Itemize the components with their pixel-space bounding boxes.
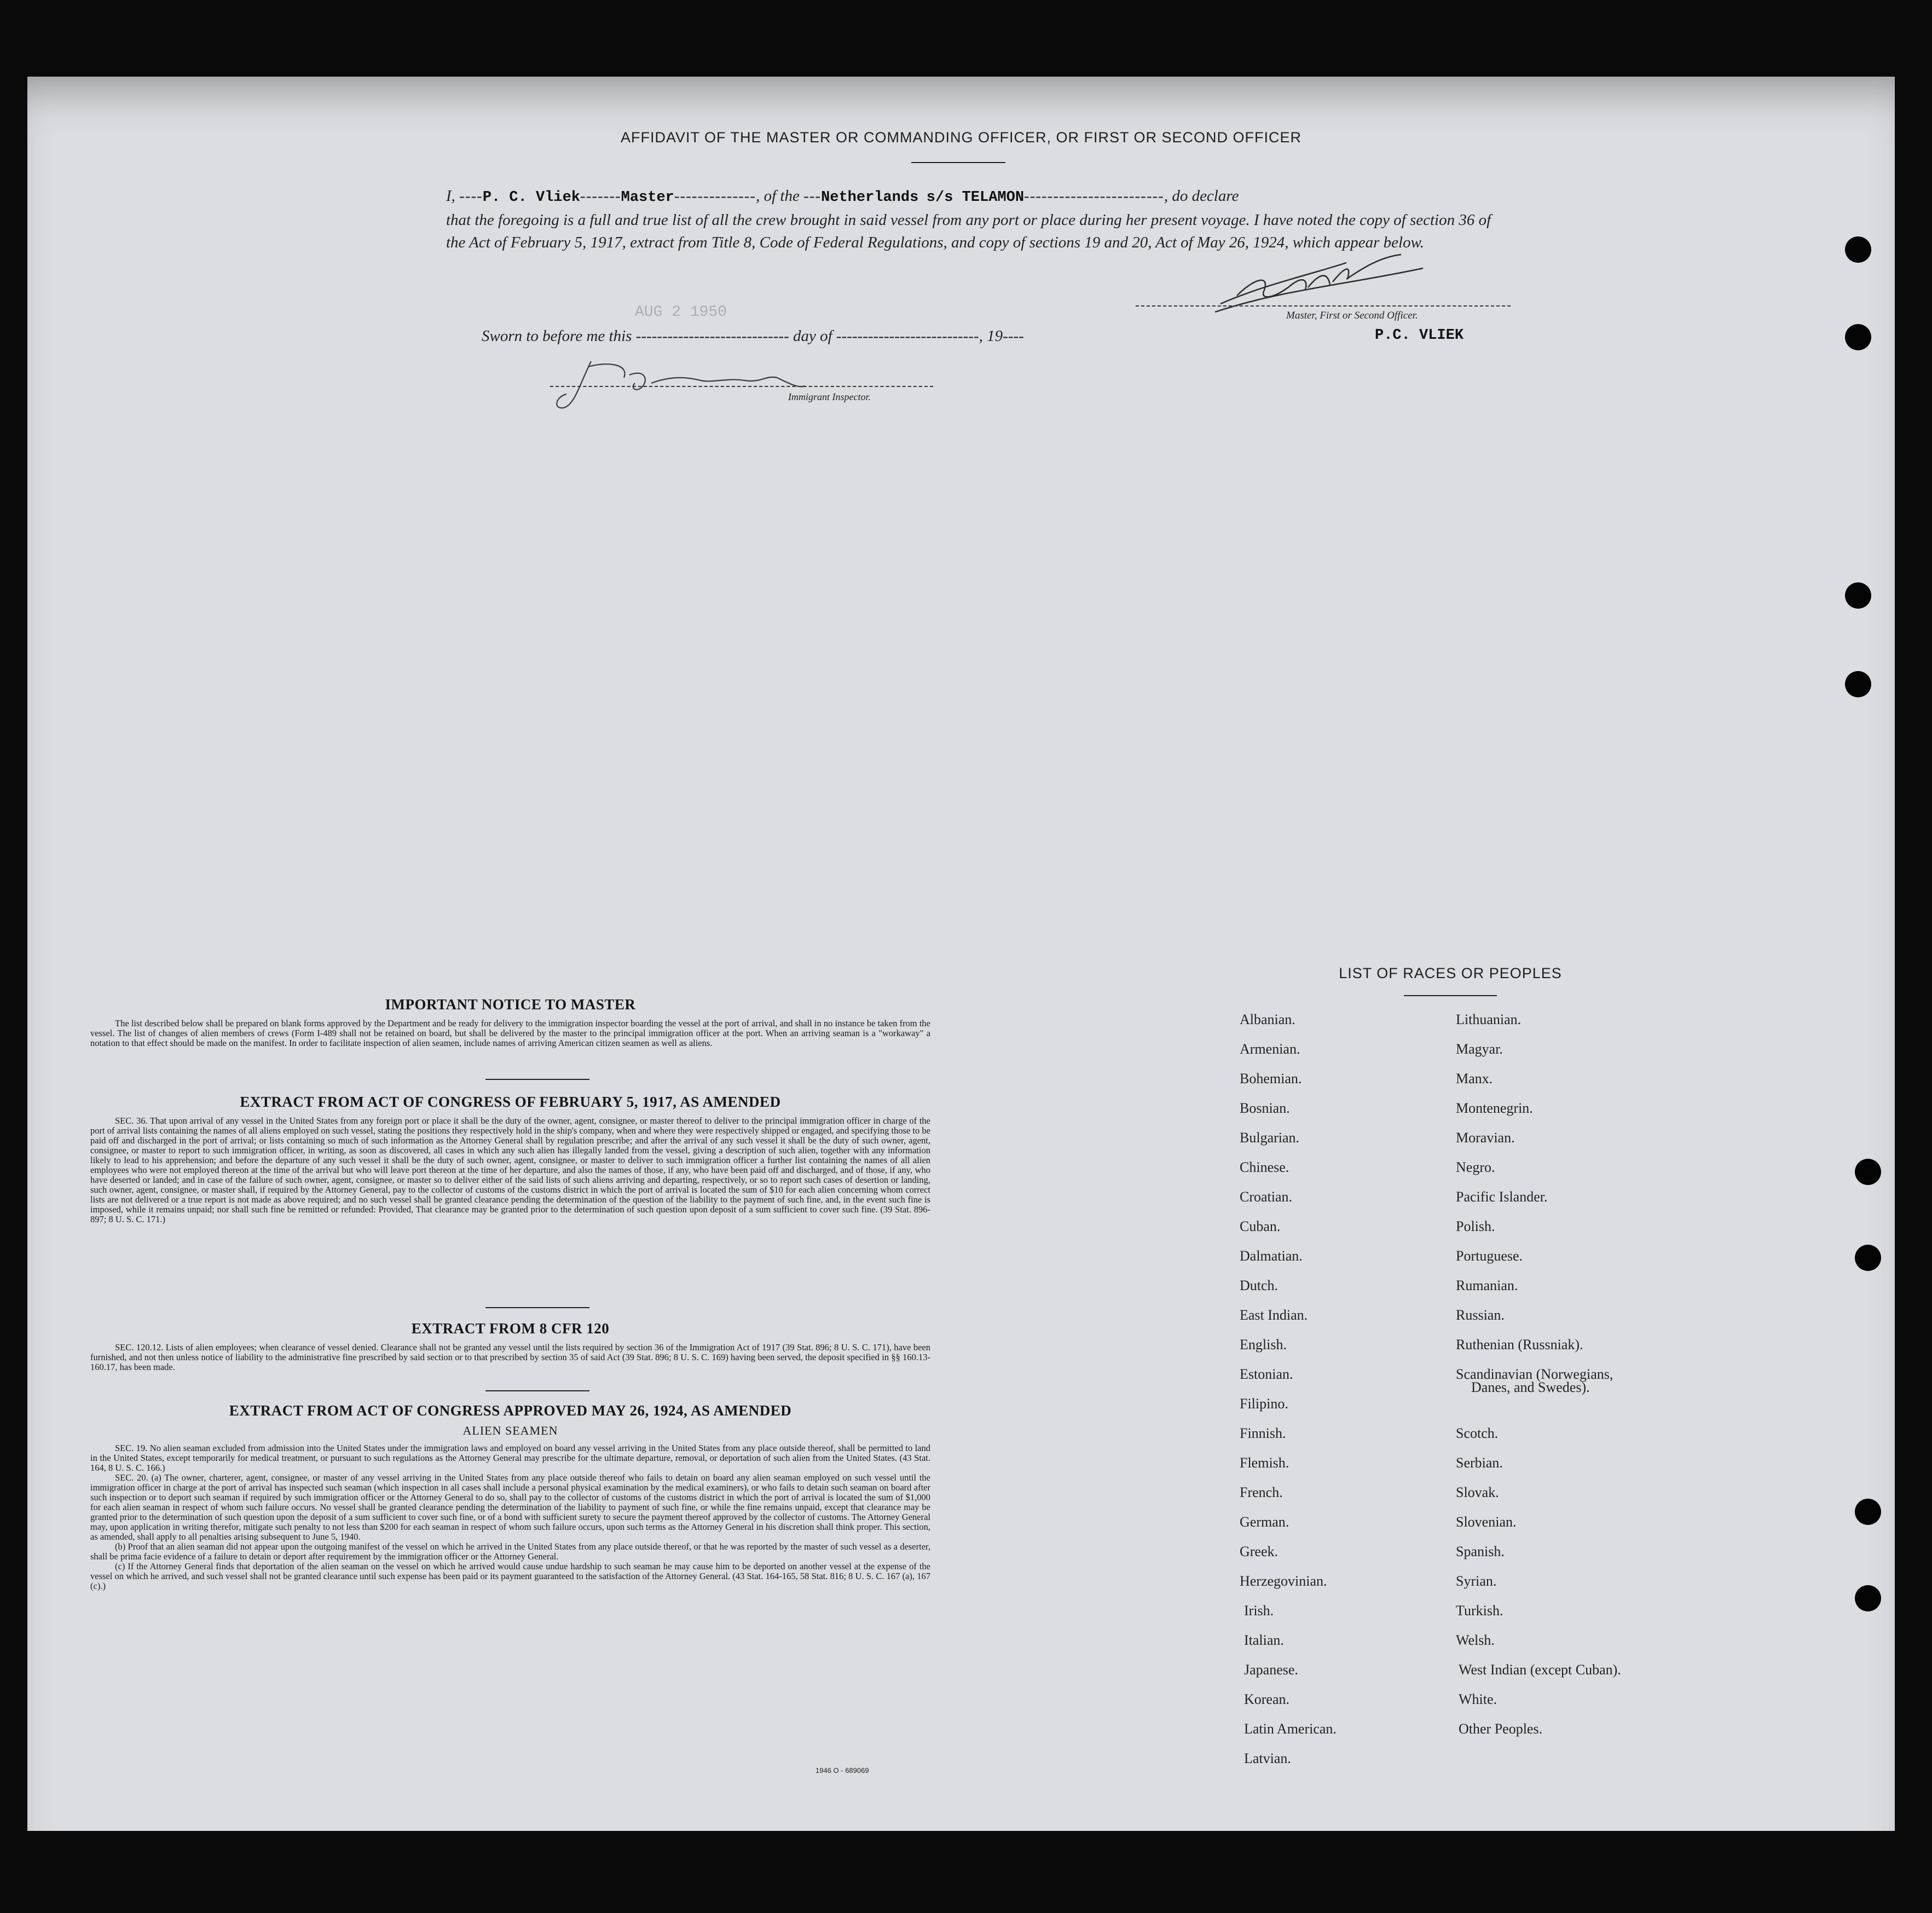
race-item: Chinese. bbox=[1240, 1159, 1289, 1175]
race-item: Korean. bbox=[1244, 1691, 1290, 1707]
race-item: Moravian. bbox=[1456, 1130, 1515, 1146]
extract-1924-sec20b: (b) Proof that an alien seaman did not appear upon the outgoing manifest of the vessel on which he arrived in the United States from any place outside thereof, or that he was reported by the master of such vessel as a deserter, shall be prima facie evidence of a failure to detain or deport after requirement by the immigration officer or the Attorney General. bbox=[90, 1541, 930, 1562]
cfr120-divider bbox=[485, 1390, 589, 1391]
of-the-text: , of the bbox=[756, 187, 800, 205]
race-item: German. bbox=[1240, 1514, 1289, 1530]
notice-title: IMPORTANT NOTICE TO MASTER bbox=[385, 996, 636, 1013]
vessel-typed: s/s TELAMON bbox=[926, 189, 1025, 206]
race-item: Danes, and Swedes). bbox=[1471, 1379, 1590, 1395]
race-item: Serbian. bbox=[1456, 1455, 1503, 1471]
race-item: Greek. bbox=[1240, 1544, 1279, 1559]
race-item: Welsh. bbox=[1456, 1632, 1495, 1648]
print-code: 1946 O - 689069 bbox=[815, 1766, 869, 1775]
master-caption: Master, First or Second Officer. bbox=[1286, 310, 1418, 321]
race-item: Japanese. bbox=[1244, 1662, 1298, 1678]
race-item: Finnish. bbox=[1240, 1425, 1286, 1441]
declaration bbox=[446, 185, 1513, 254]
extract-1924 bbox=[90, 1402, 930, 1591]
race-item: Italian. bbox=[1244, 1632, 1284, 1648]
extract-1924-title: EXTRACT FROM ACT OF CONGRESS APPROVED MAY 26, 1924, AS AMENDED bbox=[229, 1402, 792, 1419]
inspector-caption: Immigrant Inspector. bbox=[788, 391, 871, 402]
race-item: Dalmatian. bbox=[1240, 1248, 1303, 1264]
punch-hole bbox=[1845, 236, 1871, 263]
cfr120-body: SEC. 120.12. Lists of alien employees; when clearance of vessel denied. Clearance shall not be granted any vessel until the lists required by section 36 of the Immigration Act of 1917 (39 Stat. 896; 8 U. S. C. 171), have been furnished, and not then unless notice of liability to the administrative fine prescribed by said section or to that prescribed by section 35 of said Act (39 Stat. 896; 8 U. S. C. 169) having been served, the deposit specified in §§ 160.13-160.17, has been made. bbox=[90, 1342, 930, 1372]
race-item: Herzegovinian. bbox=[1240, 1573, 1327, 1589]
race-item: Ruthenian (Russniak). bbox=[1456, 1337, 1583, 1353]
race-item: Manx. bbox=[1456, 1071, 1493, 1086]
race-item: Spanish. bbox=[1456, 1544, 1505, 1559]
extract-1917 bbox=[90, 1094, 930, 1224]
extract-1917-body: SEC. 36. That upon arrival of any vessel in the United States from any foreign port or place it shall be the duty of the owner, agent, consignee, or master thereof to deliver to the principal immigration officer in charge of the port of arrival lists containing the names of all aliens employed on such vessel, stating the positions they respectively hold in the ship's company, when and where they were respectively shipped or engaged, and specifying those to be paid off and discharged in the port of arrival; or lists containing so much of such information as the Attorney General shall by regulation prescribe; and after the arrival of any such vessel it shall be the duty of such owner, agent, consignee, or master to report to such immigration officer, in writing, as soon as discovered, all cases in which any such alien has illegally landed from the vessel, giving a description of such alien, together with any information likely to lead to his apprehension; and before the departure of any such vessel it shall be the duty of such owner, agent, consignee, or master to deliver to such immigration officer a further list containing the names of all alien employees who were not employed thereon at the time of the arrival but who will leave port thereon at the time of her departure, and also the names of those, if any, who have been paid off and discharged, and of those, if any, who have deserted or landed; and in case of the failure of such owner, agent, consignee, or master so to deliver either of the said lists of such aliens arriving and departing, respectively, or so to report such cases of desertion or landing, such owner, agent, consignee, or master shall, if required by the Attorney General, pay to the collector of customs of the customs district in which the port of arrival is located the sum of $10 for each alien concerning whom correct lists are not delivered or a true report is not made as above required; and no such vessel shall be granted clearance pending the determination of the question of the liability to the payment of such fine, and, in the event such fine is imposed, while it remains unpaid; nor shall such fine be remitted or refunded: Provided, That clearance may be granted prior to the determination of such question upon deposit of a sum sufficient to cover such fine. (39 Stat. 896-897; 8 U. S. C. 171.) bbox=[90, 1116, 930, 1224]
extract-1924-sec20a: SEC. 20. (a) The owner, charterer, agent, consignee, or master of any vessel arriving in the United States from any place outside thereof who fails to detain on board any alien seaman employed on such vessel until the immigration officer in charge at the port of arrival has inspected such seaman (which inspection in all cases shall include a personal physical examination by the medical examiners), or who fails to detain such seaman on board after such inspection or to deport such seaman if required by such immigration officer or the Attorney General to do so, shall pay to the collector of customs of the customs district in which the port of arrival is located the sum of $1,000 for each alien seaman in respect of whom such failure occurs. No vessel shall be granted clearance pending the determination of the liability to payment of such fine, or while the fine remains unpaid, except that clearance may be granted prior to the determination of such question upon the deposit of a sum sufficient to cover such fine, or of a bond with sufficient surety to secure the payment thereof approved by the collector of customs. The Attorney General may, upon application in writing therefor, mitigate such penalty to not less than $200 for each seaman in respect of whom such failure occurs, upon such terms as the Attorney General in his discretion shall think proper. This section, as amended, shall apply to all penalties arising subsequent to June 5, 1940. bbox=[90, 1472, 930, 1542]
title-divider bbox=[911, 162, 1005, 163]
race-item: Lithuanian. bbox=[1456, 1012, 1522, 1027]
race-item: Other Peoples. bbox=[1459, 1721, 1543, 1737]
races-divider bbox=[1404, 995, 1497, 996]
race-item: West Indian (except Cuban). bbox=[1459, 1662, 1621, 1678]
declaration-line: I, ----P. C. Vliek-------Master--------------, of the ---Netherlands s/s TELAMON------------------------, do declare bbox=[446, 187, 1239, 206]
race-item: Scandinavian (Norwegians, bbox=[1456, 1366, 1613, 1382]
race-item: Armenian. bbox=[1240, 1041, 1300, 1057]
race-item: Latvian. bbox=[1244, 1750, 1291, 1766]
race-item: French. bbox=[1240, 1484, 1283, 1500]
date-stamp: AUG 2 1950 bbox=[635, 304, 727, 321]
extract-1924-sec20c: (c) If the Attorney General finds that deportation of the alien seaman on the vessel on which he arrived would cause undue hardship to such seaman he may cause him to be deported on another vessel at the expense of the vessel on which he arrived, and such vessel shall not be granted clearance until such expense has been paid or its payment guaranteed to the satisfaction of the Attorney General. (43 Stat. 164-165, 58 Stat. 816; 8 U. S. C. 167 (a), 167 (c).) bbox=[90, 1561, 930, 1591]
day-of-text: day of bbox=[793, 327, 832, 345]
race-item: Bulgarian. bbox=[1240, 1130, 1300, 1146]
master-typed-signature: P.C. VLIEK bbox=[1375, 327, 1464, 344]
punch-hole bbox=[1845, 671, 1871, 697]
extract-1917-title: EXTRACT FROM ACT OF CONGRESS OF FEBRUARY 5, 1917, AS AMENDED bbox=[240, 1094, 781, 1110]
document-page bbox=[27, 77, 1895, 1831]
race-item: Portuguese. bbox=[1456, 1248, 1523, 1264]
punch-hole bbox=[1855, 1245, 1881, 1271]
race-item: Cuban. bbox=[1240, 1218, 1281, 1234]
race-item: Albanian. bbox=[1240, 1012, 1295, 1027]
declaration-prefix: I, bbox=[446, 187, 455, 205]
sworn-text: Sworn to before me this bbox=[482, 327, 632, 345]
race-item: White. bbox=[1459, 1691, 1497, 1707]
notice-divider bbox=[485, 1079, 589, 1080]
nationality-typed: Netherlands bbox=[821, 189, 919, 206]
race-item: Croatian. bbox=[1240, 1189, 1293, 1205]
punch-hole bbox=[1845, 582, 1871, 609]
punch-hole bbox=[1855, 1499, 1881, 1525]
race-item: Bosnian. bbox=[1240, 1100, 1290, 1116]
race-item: Pacific Islander. bbox=[1456, 1189, 1548, 1205]
do-declare-text: , do declare bbox=[1164, 187, 1239, 205]
race-item: Negro. bbox=[1456, 1159, 1495, 1175]
extract-1917-divider bbox=[485, 1307, 589, 1308]
race-item: Turkish. bbox=[1456, 1603, 1503, 1619]
master-signature-line bbox=[1136, 305, 1511, 307]
race-item: Rumanian. bbox=[1456, 1278, 1518, 1293]
race-item: English. bbox=[1240, 1337, 1287, 1353]
punch-hole bbox=[1855, 1159, 1881, 1185]
notice-body: The list described below shall be prepared on blank forms approved by the Department and be ready for delivery to the immigration inspector boarding the vessel at the port of arrival, and shall in no instance be taken from the vessel. The list of changes of alien members of crews (Form I-489 shall not be retained on board, but shall be delivered by the master to the principal immigration officer at the port. When an arriving seaman is a "workaway" a notation to that effect should be made on the manifest. In order to facilitate inspection of alien seamen, include names of arriving American citizen seamen as well as aliens. bbox=[90, 1018, 930, 1048]
race-item: Dutch. bbox=[1240, 1278, 1279, 1293]
master-signature bbox=[1204, 246, 1439, 317]
extract-1924-subtitle: ALIEN SEAMEN bbox=[462, 1424, 558, 1437]
race-item: Syrian. bbox=[1456, 1573, 1497, 1589]
race-item: Estonian. bbox=[1240, 1366, 1293, 1382]
extract-1924-sec19: SEC. 19. No alien seaman excluded from admission into the United States under the immigration laws and employed on board any vessel arriving in the United States from any place outside thereof, shall be permitted to land in the United States, except temporarily for medical treatment, or pursuant to such regulations as the Attorney General may prescribe for the ultimate departure, removal, or deportation of such alien from the United States. (43 Stat. 164, 8 U. S. C. 166.) bbox=[90, 1443, 930, 1473]
race-item: Magyar. bbox=[1456, 1041, 1503, 1057]
race-item: Filipino. bbox=[1240, 1396, 1288, 1412]
race-item: Bohemian. bbox=[1240, 1071, 1302, 1086]
race-item: Slovak. bbox=[1456, 1484, 1499, 1500]
sworn-line: Sworn to before me this ----------------------------- day of ---------------------------, 19---- bbox=[482, 327, 1024, 345]
declaration-body: that the foregoing is a full and true list of all the crew brought in said vessel from any port or place during her present voyage. I have noted the copy of section 36 of the Act of February 5, 1917, extract from Title 8, Code of Federal Regulations, and copy of sections 19 and 20, Act of May 26, 1924, which appear below. bbox=[446, 211, 1491, 251]
race-item: Russian. bbox=[1456, 1307, 1505, 1323]
master-typed-name: P. C. Vliek bbox=[482, 189, 581, 206]
punch-hole bbox=[1845, 324, 1871, 350]
races-title: LIST OF RACES OR PEOPLES bbox=[1339, 965, 1562, 981]
affidavit-title: AFFIDAVIT OF THE MASTER OR COMMANDING OFFICER, OR FIRST OR SECOND OFFICER bbox=[620, 129, 1302, 146]
master-typed-position: Master bbox=[621, 189, 674, 206]
race-item: Montenegrin. bbox=[1456, 1100, 1533, 1116]
important-notice bbox=[90, 996, 930, 1048]
cfr120-title: EXTRACT FROM 8 CFR 120 bbox=[411, 1320, 610, 1337]
inspector-signature-line bbox=[550, 386, 933, 387]
race-item: Irish. bbox=[1244, 1603, 1274, 1619]
race-item: Scotch. bbox=[1456, 1425, 1499, 1441]
year-text: , 19 bbox=[979, 327, 1003, 345]
extract-cfr120 bbox=[90, 1320, 930, 1372]
inspector-signature bbox=[547, 345, 832, 416]
race-item: Flemish. bbox=[1240, 1455, 1289, 1471]
race-item: Polish. bbox=[1456, 1218, 1495, 1234]
punch-hole bbox=[1855, 1585, 1881, 1611]
race-item: Latin American. bbox=[1244, 1721, 1337, 1737]
race-item: East Indian. bbox=[1240, 1307, 1308, 1323]
race-item: Slovenian. bbox=[1456, 1514, 1517, 1530]
